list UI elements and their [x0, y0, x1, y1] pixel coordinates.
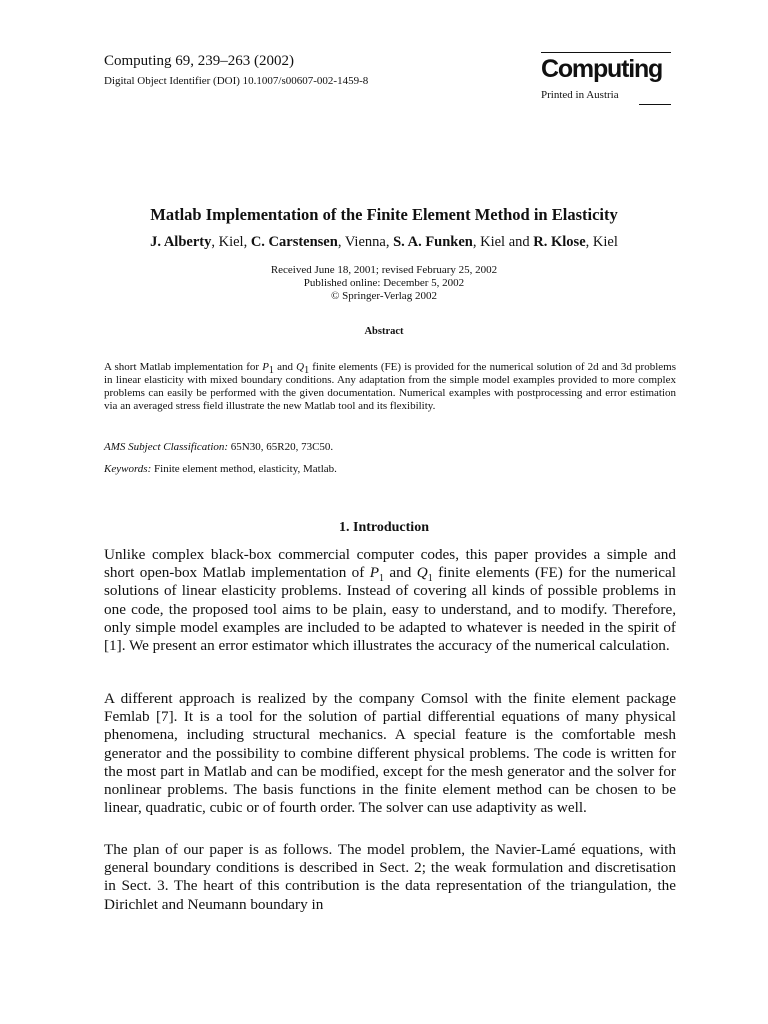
author-name: S. A. Funken — [393, 234, 473, 250]
abstract-text — [104, 361, 676, 413]
author-name: R. Klose — [533, 234, 586, 250]
ams-classification — [104, 441, 333, 454]
author-separator: , — [211, 234, 219, 250]
abstract-heading: Abstract — [364, 326, 404, 337]
published-date: Published online: December 5, 2002 — [303, 277, 465, 289]
paper-title: Matlab Implementation of the Finite Element Method in Elasticity — [150, 205, 618, 224]
body-paragraph: The plan of our paper is as follows. The model problem, the Navier-Lamé equations, with general boundary conditions is described in Sect. 2; the weak formulation and discretisation in Sect. 3. The heart of this contribution is the data representation of the triangulation, the Dirichlet and Neumann boundary in — [104, 841, 676, 913]
ams-value: 65N30, 65R20, 73C50. — [228, 441, 334, 453]
author-separator: , — [337, 234, 345, 250]
math-symbol: Q — [296, 361, 305, 373]
doi-line: Digital Object Identifier (DOI) 10.1007/s00607-002-1459-8 — [104, 75, 369, 87]
printed-in: Printed in Austria — [541, 89, 619, 101]
author-separator: , — [385, 234, 394, 250]
math-subscript: 1 — [427, 573, 433, 585]
author-separator: , — [472, 234, 481, 250]
ams-label: AMS Subject Classification: — [104, 441, 229, 453]
math-symbol: P — [369, 564, 380, 582]
author-separator: and — [505, 234, 534, 250]
received-date: Received June 18, 2001; revised February 25, 2002 — [270, 264, 498, 276]
author-name: J. Alberty — [150, 234, 212, 250]
abstract-text-part: A short Matlab implementation for — [104, 361, 263, 373]
abstract-text-part: and — [273, 361, 297, 373]
journal-header — [104, 52, 368, 88]
keywords — [104, 463, 337, 476]
copyright: © Springer-Verlag 2002 — [331, 290, 437, 302]
author-place: Vienna — [344, 234, 386, 250]
paragraph-text-part: Unlike complex black-box commercial computer codes, this paper provides a simple and short open-box Matlab implementation of — [104, 546, 676, 582]
paragraph-text-part: and — [384, 564, 417, 582]
publication-dates — [0, 264, 768, 303]
math-symbol: P — [262, 361, 269, 373]
journal-citation: Computing 69, 239–263 (2002) — [104, 53, 294, 69]
paragraph-text-part: finite elements (FE) for the numerical solutions of linear elasticity problems. Instead of covering all kinds of possible problems in one code, the proposed tool aims to be plain, easy to understand, and to modify. Therefore, only simple model examples are included to be adapted to whatever is needed in the spirit of [1]. We present an error estimator which illustrates the accuracy of the numerical calculation. — [104, 564, 676, 655]
logo-text: Computing — [541, 55, 663, 83]
author-separator: , — [243, 234, 251, 250]
body-paragraph: A different approach is realized by the company Comsol with the finite element package Femlab [7]. It is a tool for the solution of partial differential equations of many physical phenomena, including structural mechanics. A special feature is the comfortable mesh generator and the possibility to combine different physical problems. The code is written for the most part in Matlab and can be modified, except for the mesh generator and the solver for nonlinear problems. The basis functions in the finite element method can be chosen to be linear, quadratic, cubic or of fourth order. The solver can use adaptivity as well. — [104, 690, 676, 817]
keywords-value: Finite element method, elasticity, Matlab. — [151, 463, 337, 475]
journal-logo — [541, 52, 671, 102]
math-subscript: 1 — [268, 365, 274, 377]
author-place: Kiel — [592, 234, 618, 250]
math-subscript: 1 — [304, 365, 310, 377]
logo-top-rule — [541, 52, 671, 53]
author-separator: , — [585, 234, 593, 250]
section-heading: 1. Introduction — [339, 520, 429, 535]
body-paragraph — [104, 546, 676, 655]
author-line — [0, 233, 768, 251]
logo-bottom-rule — [639, 104, 671, 105]
abstract-text-part: finite elements (FE) is provided for the numerical solution of 2d and 3d problems in linear elasticity with mixed boundary conditions. Any adaptation from the simple model examples provided to more complex problems can easily be performed with the given documentation. Numerical examples with postprocessing and error estimation via an averaged stress field illustrate the new Matlab tool and its flexibility. — [104, 361, 676, 412]
author-place: Kiel — [480, 234, 506, 250]
math-subscript: 1 — [379, 573, 385, 585]
math-symbol: Q — [416, 564, 428, 582]
author-place: Kiel — [218, 234, 244, 250]
keywords-label: Keywords: — [104, 463, 152, 475]
author-name: C. Carstensen — [250, 234, 338, 250]
